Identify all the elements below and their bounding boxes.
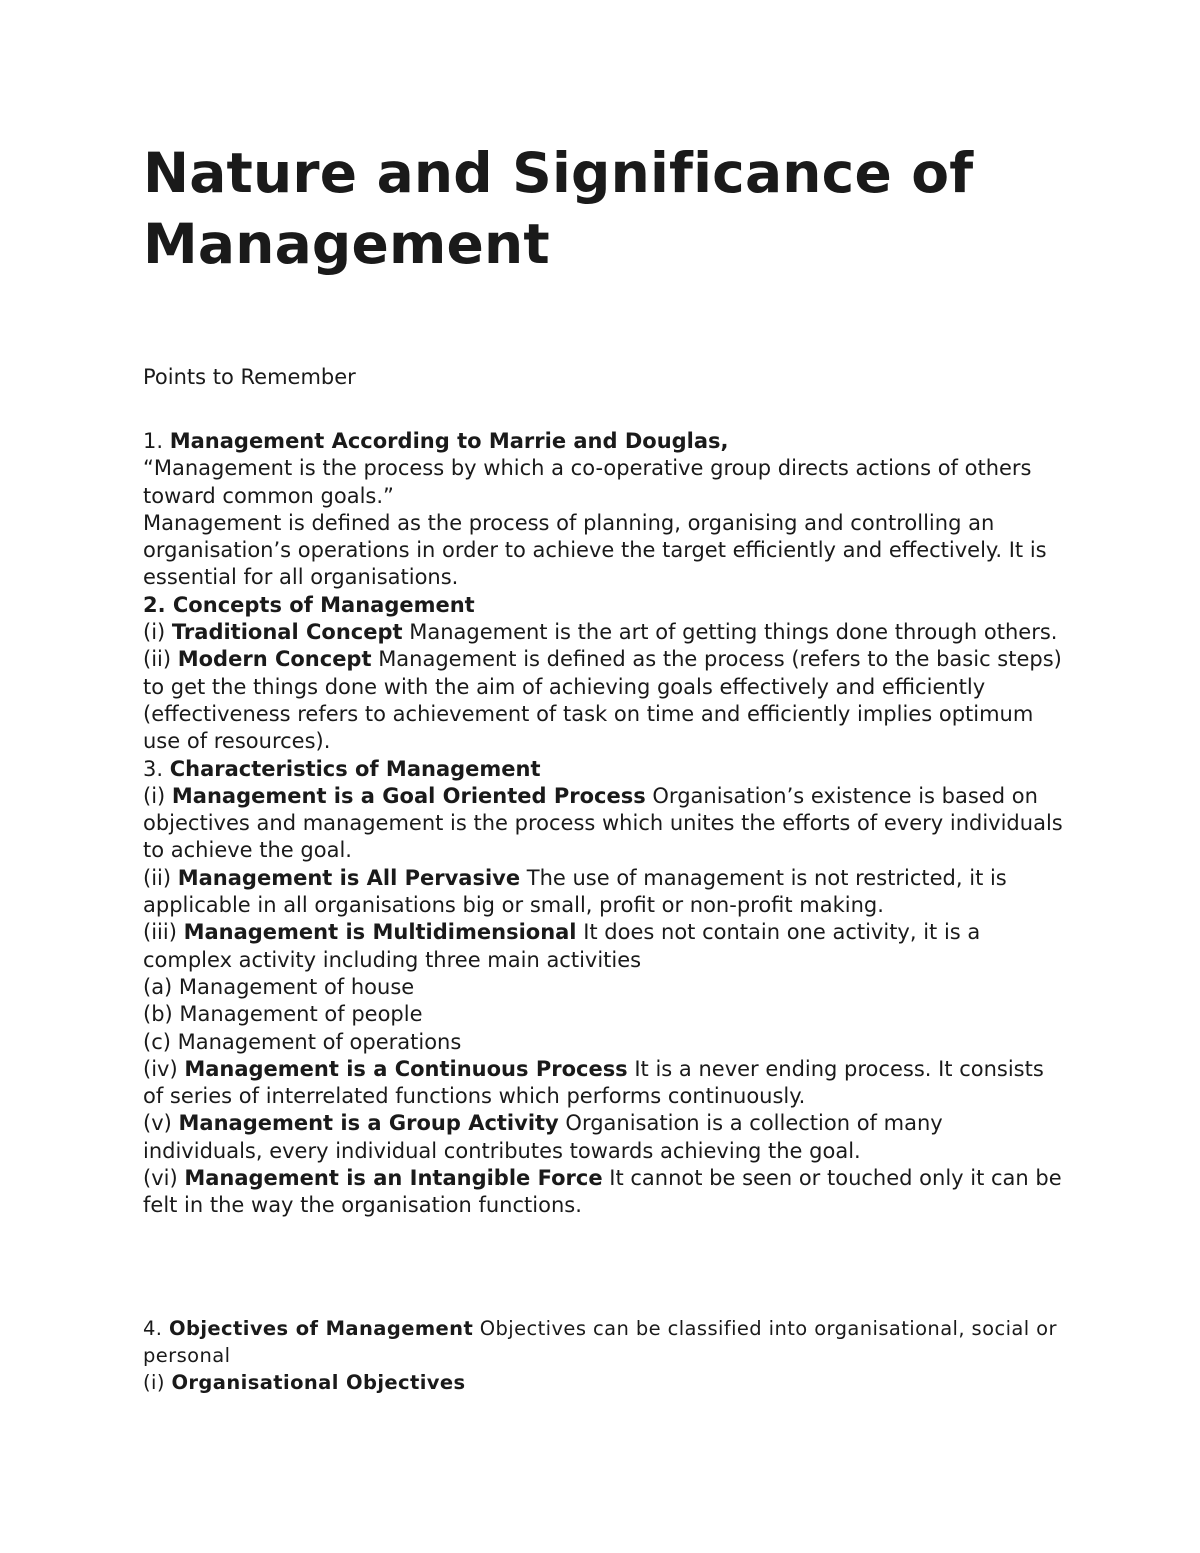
- section-3-number: 3.: [143, 756, 170, 781]
- section-3-subitem-b: (b) Management of people: [143, 1002, 423, 1027]
- section-1-text: Management is defined as the process of planning, organising and controlling an organisation’s operations in order to achieve the target efficiently and effectively. It is essential for all organisations.: [143, 510, 1047, 590]
- item-number: (i): [143, 1371, 172, 1394]
- section-3-subitem-c: (c) Management of operations: [143, 1029, 462, 1054]
- item-text: Management is defined as the process (refers to the basic steps) to get the things done with the aim of achieving goals effectively and efficiently (effectiveness refers to achievement of task on time and efficiently implies optimum use of resources).: [143, 647, 1062, 754]
- section-2-heading: [143, 592, 1068, 619]
- section-3-item-6: [143, 1165, 1068, 1220]
- section-3-item-3: [143, 919, 1068, 974]
- section-2-item-2: [143, 646, 1068, 755]
- item-number: (i): [143, 783, 172, 808]
- page-title: Nature and Significance of Management: [143, 141, 974, 276]
- section-1-number: 1.: [143, 429, 170, 453]
- item-text: It does not contain one activity, it is a complex activity including three main activities: [143, 920, 981, 972]
- section-3-item-1: [143, 783, 1068, 865]
- item-number: (ii): [143, 865, 178, 890]
- section-1-title: Management According to Marrie and Douglas,: [169, 429, 729, 453]
- item-term: Management is an Intangible Force: [184, 1166, 603, 1191]
- item-term: Management is a Continuous Process: [184, 1056, 628, 1081]
- item-number: (i): [143, 620, 172, 645]
- section-4-heading: [143, 1315, 1068, 1369]
- item-number: (vi): [143, 1166, 185, 1191]
- item-text: Management is the art of getting things done through others.: [402, 620, 1058, 645]
- item-term: Management is All Pervasive: [177, 865, 521, 890]
- item-term: Organisational Objectives: [171, 1371, 466, 1394]
- item-number: (ii): [143, 647, 178, 672]
- item-term: Management is a Group Activity: [178, 1111, 559, 1136]
- section-1-quote: “Management is the process by which a co-operative group directs actions of others toward common goals.”: [143, 456, 1032, 508]
- document-page: [143, 138, 1068, 1394]
- item-number: (iii): [143, 920, 184, 945]
- item-text: The use of management is not restricted, it is applicable in all organisations big or small, profit or non-profit making.: [143, 865, 1007, 918]
- section-3-subitem-a: (a) Management of house: [143, 974, 415, 999]
- section-1-heading: [143, 428, 1068, 455]
- section-3-item-2: [143, 865, 1068, 920]
- section-4-text: Objectives can be classified into organisational, social or personal: [143, 1317, 1057, 1367]
- document-body-continued: [143, 1315, 1068, 1396]
- item-text: It is a never ending process. It consists of series of interrelated functions which performs continuously.: [143, 1056, 1044, 1109]
- section-3-heading: [143, 756, 1068, 783]
- item-number: (iv): [143, 1056, 185, 1081]
- section-2-title: 2. Concepts of Management: [143, 592, 475, 617]
- section-4-item-1: [143, 1369, 1068, 1396]
- document-body: [143, 428, 1068, 1220]
- subtitle: Points to Remember: [143, 365, 356, 389]
- item-text: It cannot be seen or touched only it can be felt in the way the organisation functions.: [143, 1166, 1062, 1218]
- section-4-number: 4.: [143, 1317, 170, 1340]
- item-text: Organisation is a collection of many individuals, every individual contributes towards achieving the goal.: [143, 1111, 943, 1163]
- item-text: Organisation’s existence is based on objectives and management is the process which unites the efforts of every individuals to achieve the goal.: [143, 783, 1063, 863]
- section-3-item-4: [143, 1056, 1068, 1111]
- section-3-title: Characteristics of Management: [169, 756, 541, 781]
- item-term: Management is a Goal Oriented Process: [171, 783, 646, 808]
- section-2-item-1: [143, 619, 1068, 646]
- section-3-item-5: [143, 1110, 1068, 1165]
- item-term: Management is Multidimensional: [183, 920, 577, 945]
- section-4-title: Objectives of Management: [169, 1317, 474, 1340]
- item-term: Modern Concept: [177, 647, 372, 672]
- item-term: Traditional Concept: [171, 620, 403, 645]
- item-number: (v): [143, 1111, 179, 1136]
